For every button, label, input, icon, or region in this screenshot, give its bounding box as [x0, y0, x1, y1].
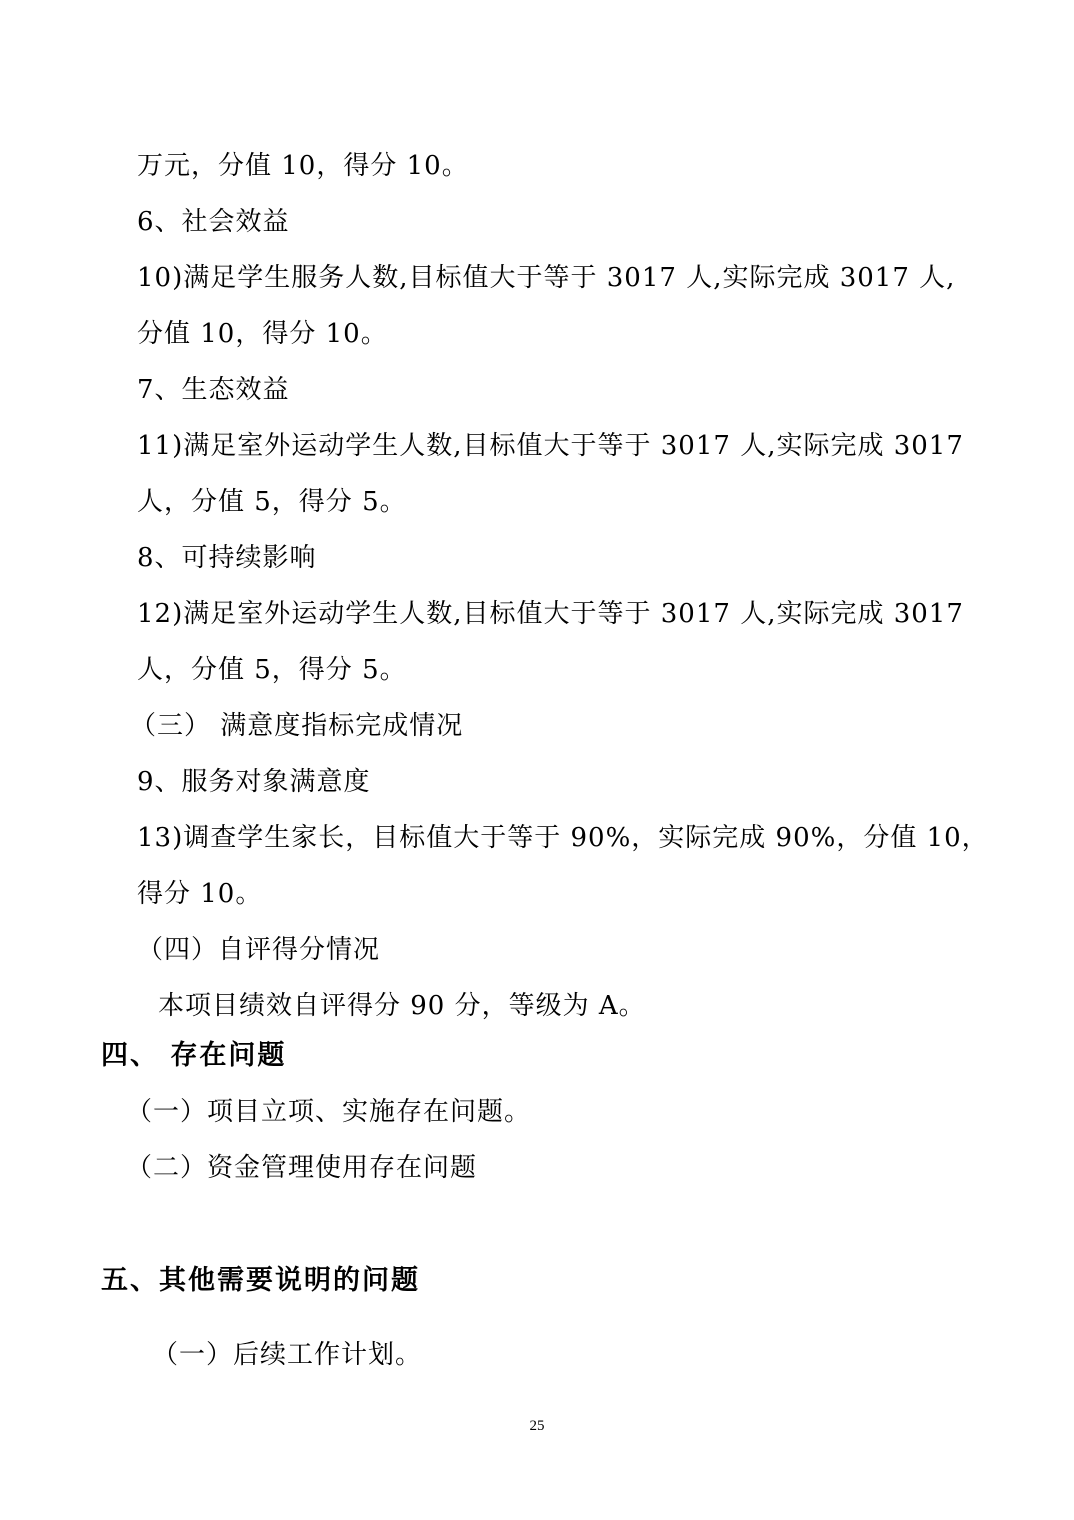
subsection-heading-service-satisfaction: 9、服务对象满意度: [137, 767, 371, 797]
paragraph-line: 人，分值 5，得分 5。: [137, 655, 407, 685]
paragraph-line: 得分 10。: [137, 879, 263, 909]
paragraph-line: 12)满足室外运动学生人数,目标值大于等于 3017 人,实际完成 3017: [137, 599, 964, 629]
paragraph-line: 本项目绩效自评得分 90 分，等级为 A。: [158, 991, 646, 1021]
subsection-heading-self-evaluation: （四）自评得分情况: [137, 935, 381, 965]
paragraph-line: 万元，分值 10，得分 10。: [137, 151, 469, 181]
page-number: 25: [529, 1418, 545, 1434]
section-item: （一）项目立项、实施存在问题。: [126, 1097, 532, 1127]
subsection-heading-social-benefit: 6、社会效益: [137, 207, 290, 237]
paragraph-line: 11)满足室外运动学生人数,目标值大于等于 3017 人,实际完成 3017: [137, 431, 964, 461]
subsection-heading-satisfaction: （三） 满意度指标完成情况: [130, 711, 464, 741]
paragraph-line: 10)满足学生服务人数,目标值大于等于 3017 人,实际完成 3017 人,: [137, 263, 956, 293]
paragraph-line: 13)调查学生家长，目标值大于等于 90%，实际完成 90%，分值 10，: [137, 823, 989, 853]
paragraph-line: 人，分值 5，得分 5。: [137, 487, 407, 517]
paragraph-line: 分值 10，得分 10。: [137, 319, 388, 349]
section-item: （二）资金管理使用存在问题: [126, 1153, 478, 1183]
section-heading-existing-problems: 四、 存在问题: [101, 1040, 287, 1071]
subsection-heading-ecological-benefit: 7、生态效益: [137, 375, 290, 405]
section-item: （一）后续工作计划。: [152, 1340, 423, 1370]
section-heading-other-issues: 五、其他需要说明的问题: [101, 1265, 420, 1296]
subsection-heading-sustainable-impact: 8、可持续影响: [137, 543, 317, 573]
